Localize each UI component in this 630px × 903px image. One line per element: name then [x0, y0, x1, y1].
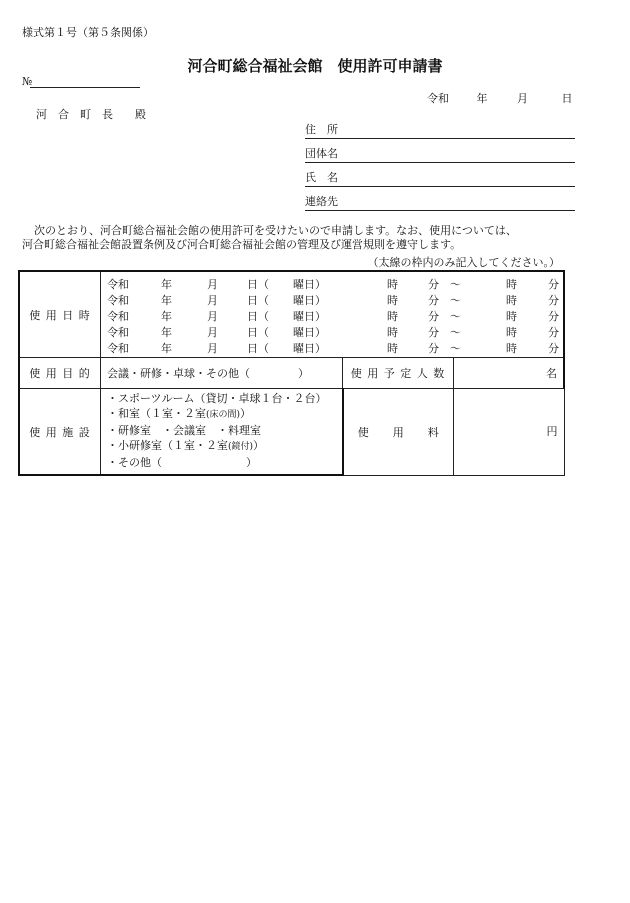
small-room-close: ）: [253, 439, 265, 452]
facility-other: [107, 455, 342, 470]
applicant-name-label: 氏 名: [305, 171, 338, 184]
usage-fee-label: [343, 389, 454, 476]
datetime-row[interactable]: [101, 339, 563, 355]
datetime-day: 日（: [247, 278, 269, 291]
number-field[interactable]: [30, 87, 140, 88]
datetime-minute: 分: [548, 294, 559, 307]
date-era: 令和: [427, 92, 449, 105]
facility-rooms: ・研修室 ・会議室 ・料理室: [107, 424, 261, 437]
datetime-weekday: 曜日）: [293, 310, 326, 323]
datetime-minute: 分: [548, 310, 559, 323]
datetime-hour: 時: [506, 294, 517, 307]
expected-people-label: 使 用 予 定 人 数: [343, 358, 454, 389]
datetime-era: 令和: [107, 342, 129, 355]
datetime-hour: 時: [506, 326, 517, 339]
form-number: 様式第１号（第５条関係）: [22, 26, 154, 39]
date-day: 日: [561, 92, 573, 105]
applicant-name-field[interactable]: [305, 170, 575, 187]
usage-datetime-cell: [101, 271, 565, 358]
page-title: 河合町総合福祉会館 使用許可申請書: [187, 57, 443, 75]
datetime-year: 年: [161, 342, 172, 355]
usage-purpose-field[interactable]: [101, 358, 343, 389]
date-month: 月: [517, 92, 528, 105]
datetime-month: 月: [207, 342, 218, 355]
group-name-field[interactable]: [305, 146, 575, 163]
datetime-minute: 分: [428, 310, 439, 323]
datetime-minute: 分: [548, 278, 559, 291]
purpose-close-paren: ）: [298, 367, 309, 380]
group-name-label: 団体名: [305, 147, 338, 160]
datetime-tilde: ～: [450, 326, 461, 339]
datetime-hour: 時: [506, 278, 517, 291]
people-unit: 名: [546, 367, 557, 380]
contact-label: 連絡先: [305, 195, 338, 208]
datetime-minute: 分: [428, 342, 439, 355]
addressee: 河 合 町 長 殿: [36, 108, 146, 121]
datetime-row[interactable]: [101, 323, 563, 339]
fee-label-2: 用: [392, 425, 404, 439]
usage-datetime-label: 使 用 日 時: [19, 271, 101, 358]
datetime-minute: 分: [548, 326, 559, 339]
washitsu-text: ・和室（１室・２室: [107, 407, 206, 420]
datetime-weekday: 曜日）: [293, 326, 326, 339]
datetime-hour: 時: [387, 342, 398, 355]
facility-washitsu: [107, 406, 342, 423]
statement-line-1: 次のとおり、河合町総合福祉会館の使用許可を受けたいので申請します。なお、使用については、: [34, 224, 517, 237]
number-label: №: [22, 75, 33, 88]
other-close: ）: [246, 456, 257, 469]
datetime-weekday: 曜日）: [293, 294, 326, 307]
datetime-hour: 時: [387, 310, 398, 323]
datetime-weekday: 曜日）: [293, 278, 326, 291]
datetime-row[interactable]: [101, 275, 563, 291]
usage-fee-field: [454, 389, 565, 476]
fee-label-1: 使: [357, 425, 369, 439]
facility-label: 使 用 施 設: [19, 389, 101, 476]
datetime-month: 月: [207, 294, 218, 307]
expected-people-field[interactable]: [454, 358, 565, 389]
datetime-era: 令和: [107, 310, 129, 323]
datetime-year: 年: [161, 310, 172, 323]
datetime-day: 日（: [247, 326, 269, 339]
washitsu-close: ）: [240, 407, 252, 420]
datetime-month: 月: [207, 278, 218, 291]
small-room-text: ・小研修室（１室・２室: [107, 439, 228, 452]
datetime-month: 月: [207, 310, 218, 323]
datetime-year: 年: [161, 294, 172, 307]
datetime-month: 月: [207, 326, 218, 339]
datetime-minute: 分: [548, 342, 559, 355]
facility-options[interactable]: [101, 389, 343, 476]
datetime-weekday: 曜日）: [293, 342, 326, 355]
date-year: 年: [476, 92, 488, 105]
datetime-day: 日（: [247, 342, 269, 355]
datetime-era: 令和: [107, 294, 129, 307]
fee-unit: 円: [546, 425, 558, 438]
datetime-hour: 時: [506, 342, 517, 355]
application-date[interactable]: [427, 90, 573, 106]
datetime-minute: 分: [428, 278, 439, 291]
application-form-table: [18, 270, 565, 476]
datetime-hour: 時: [506, 310, 517, 323]
washitsu-note: (床の間): [206, 410, 241, 420]
other-text: ・その他（: [107, 456, 162, 469]
facility-small-room: [107, 438, 342, 455]
datetime-era: 令和: [107, 278, 129, 291]
datetime-row[interactable]: [101, 291, 563, 307]
datetime-day: 日（: [247, 294, 269, 307]
statement-line-2: 河合町総合福祉会館設置条例及び河合町総合福祉会館の管理及び運営規則を遵守します。: [22, 238, 462, 251]
datetime-hour: 時: [387, 326, 398, 339]
datetime-tilde: ～: [450, 310, 461, 323]
address-field[interactable]: [305, 122, 575, 139]
datetime-era: 令和: [107, 326, 129, 339]
fee-label-3: 料: [427, 425, 439, 439]
contact-field[interactable]: [305, 194, 575, 211]
datetime-tilde: ～: [450, 294, 461, 307]
datetime-year: 年: [161, 326, 172, 339]
usage-purpose-label: 使 用 目 的: [19, 358, 101, 389]
datetime-day: 日（: [247, 310, 269, 323]
datetime-tilde: ～: [450, 278, 461, 291]
small-room-note: (鏡付): [228, 442, 254, 452]
facility-sports-room: ・スポーツルーム（貸切・卓球１台・２台）: [107, 392, 327, 405]
datetime-row[interactable]: [101, 307, 563, 323]
datetime-hour: 時: [387, 278, 398, 291]
purpose-options: 会議・研修・卓球・その他（: [107, 367, 250, 380]
fill-in-note: （太線の枠内のみ記入してください。）: [367, 256, 560, 269]
datetime-hour: 時: [387, 294, 398, 307]
address-label: 住 所: [305, 123, 338, 136]
statement-text: [22, 224, 582, 252]
datetime-year: 年: [161, 278, 172, 291]
datetime-minute: 分: [428, 326, 439, 339]
datetime-minute: 分: [428, 294, 439, 307]
datetime-tilde: ～: [450, 342, 461, 355]
